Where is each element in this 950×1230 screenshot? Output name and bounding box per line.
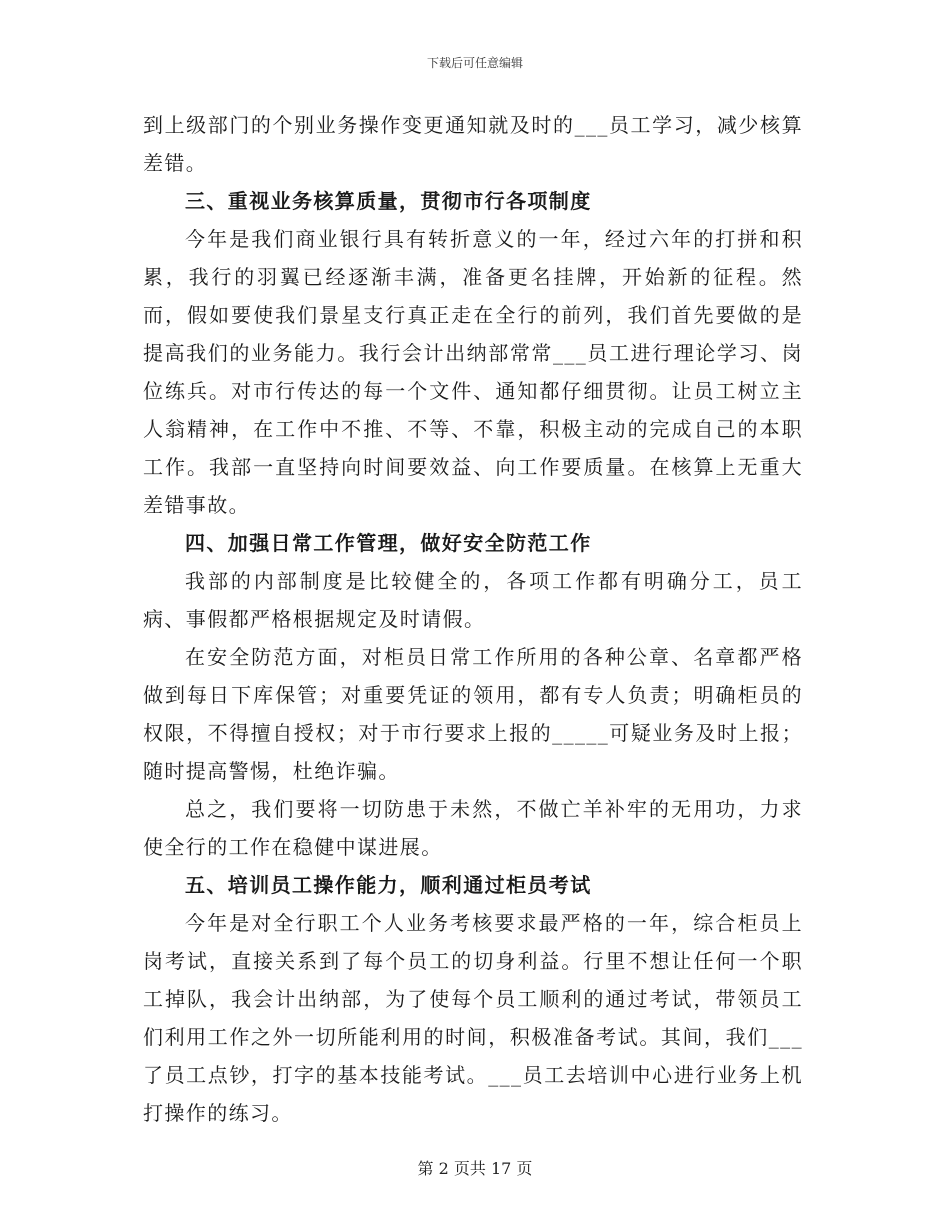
section-heading-3: 三、重视业务核算质量，贯彻市行各项制度 [185,189,592,213]
paragraph-continued: 到上级部门的个别业务操作变更通知就及时的___员工学习，减少核算差错。 [143,113,803,175]
paragraph: 我部的内部制度是比较健全的，各项工作都有明确分工，员工病、事假都严格根据规定及时请假。 [143,569,803,631]
paragraph: 今年是我们商业银行具有转折意义的一年，经过六年的打拼和积累，我行的羽翼已经逐渐丰满，准备更名挂牌，开始新的征程。然而，假如要使我们景星支行真正走在全行的前列，我们首先要做的是提高我们的业务能力。我行会计出纳部常常___员工进行理论学习、岗位练兵。对市行传达的每一个文件、通知都仔细贯彻。让员工树立主人翁精神，在工作中不推、不等、不靠，积极主动的完成自己的本职工作。我部一直坚持向时间要效益、向工作要质量。在核算上无重大差错事故。 [143,227,803,517]
paragraph: 在安全防范方面，对柜员日常工作所用的各种公章、名章都严格做到每日下库保管；对重要凭证的领用，都有专人负责；明确柜员的权限，不得擅自授权；对于市行要求上报的_____可疑业务及时上报；随时提高警惕，杜绝诈骗。 [143,645,803,783]
document-body [143,106,803,1132]
section-heading-5: 五、培训员工操作能力，顺利通过柜员考试 [185,873,592,897]
section-heading-4: 四、加强日常工作管理，做好安全防范工作 [185,531,592,555]
page-header: 下载后可任意编辑 [426,56,523,70]
paragraph: 今年是对全行职工个人业务考核要求最严格的一年，综合柜员上岗考试，直接关系到了每个员工的切身利益。行里不想让任何一个职工掉队，我会计出纳部，为了使每个员工顺利的通过考试，带领员工们利用工作之外一切所能利用的时间，积极准备考试。其间，我们___了员工点钞，打字的基本技能考试。___员工去培训中心进行业务上机打操作的练习。 [143,911,803,1125]
page-number: 第 2 页共 17 页 [417,1159,533,1178]
paragraph: 总之，我们要将一切防患于未然，不做亡羊补牢的无用功，力求使全行的工作在稳健中谋进展。 [143,797,803,859]
